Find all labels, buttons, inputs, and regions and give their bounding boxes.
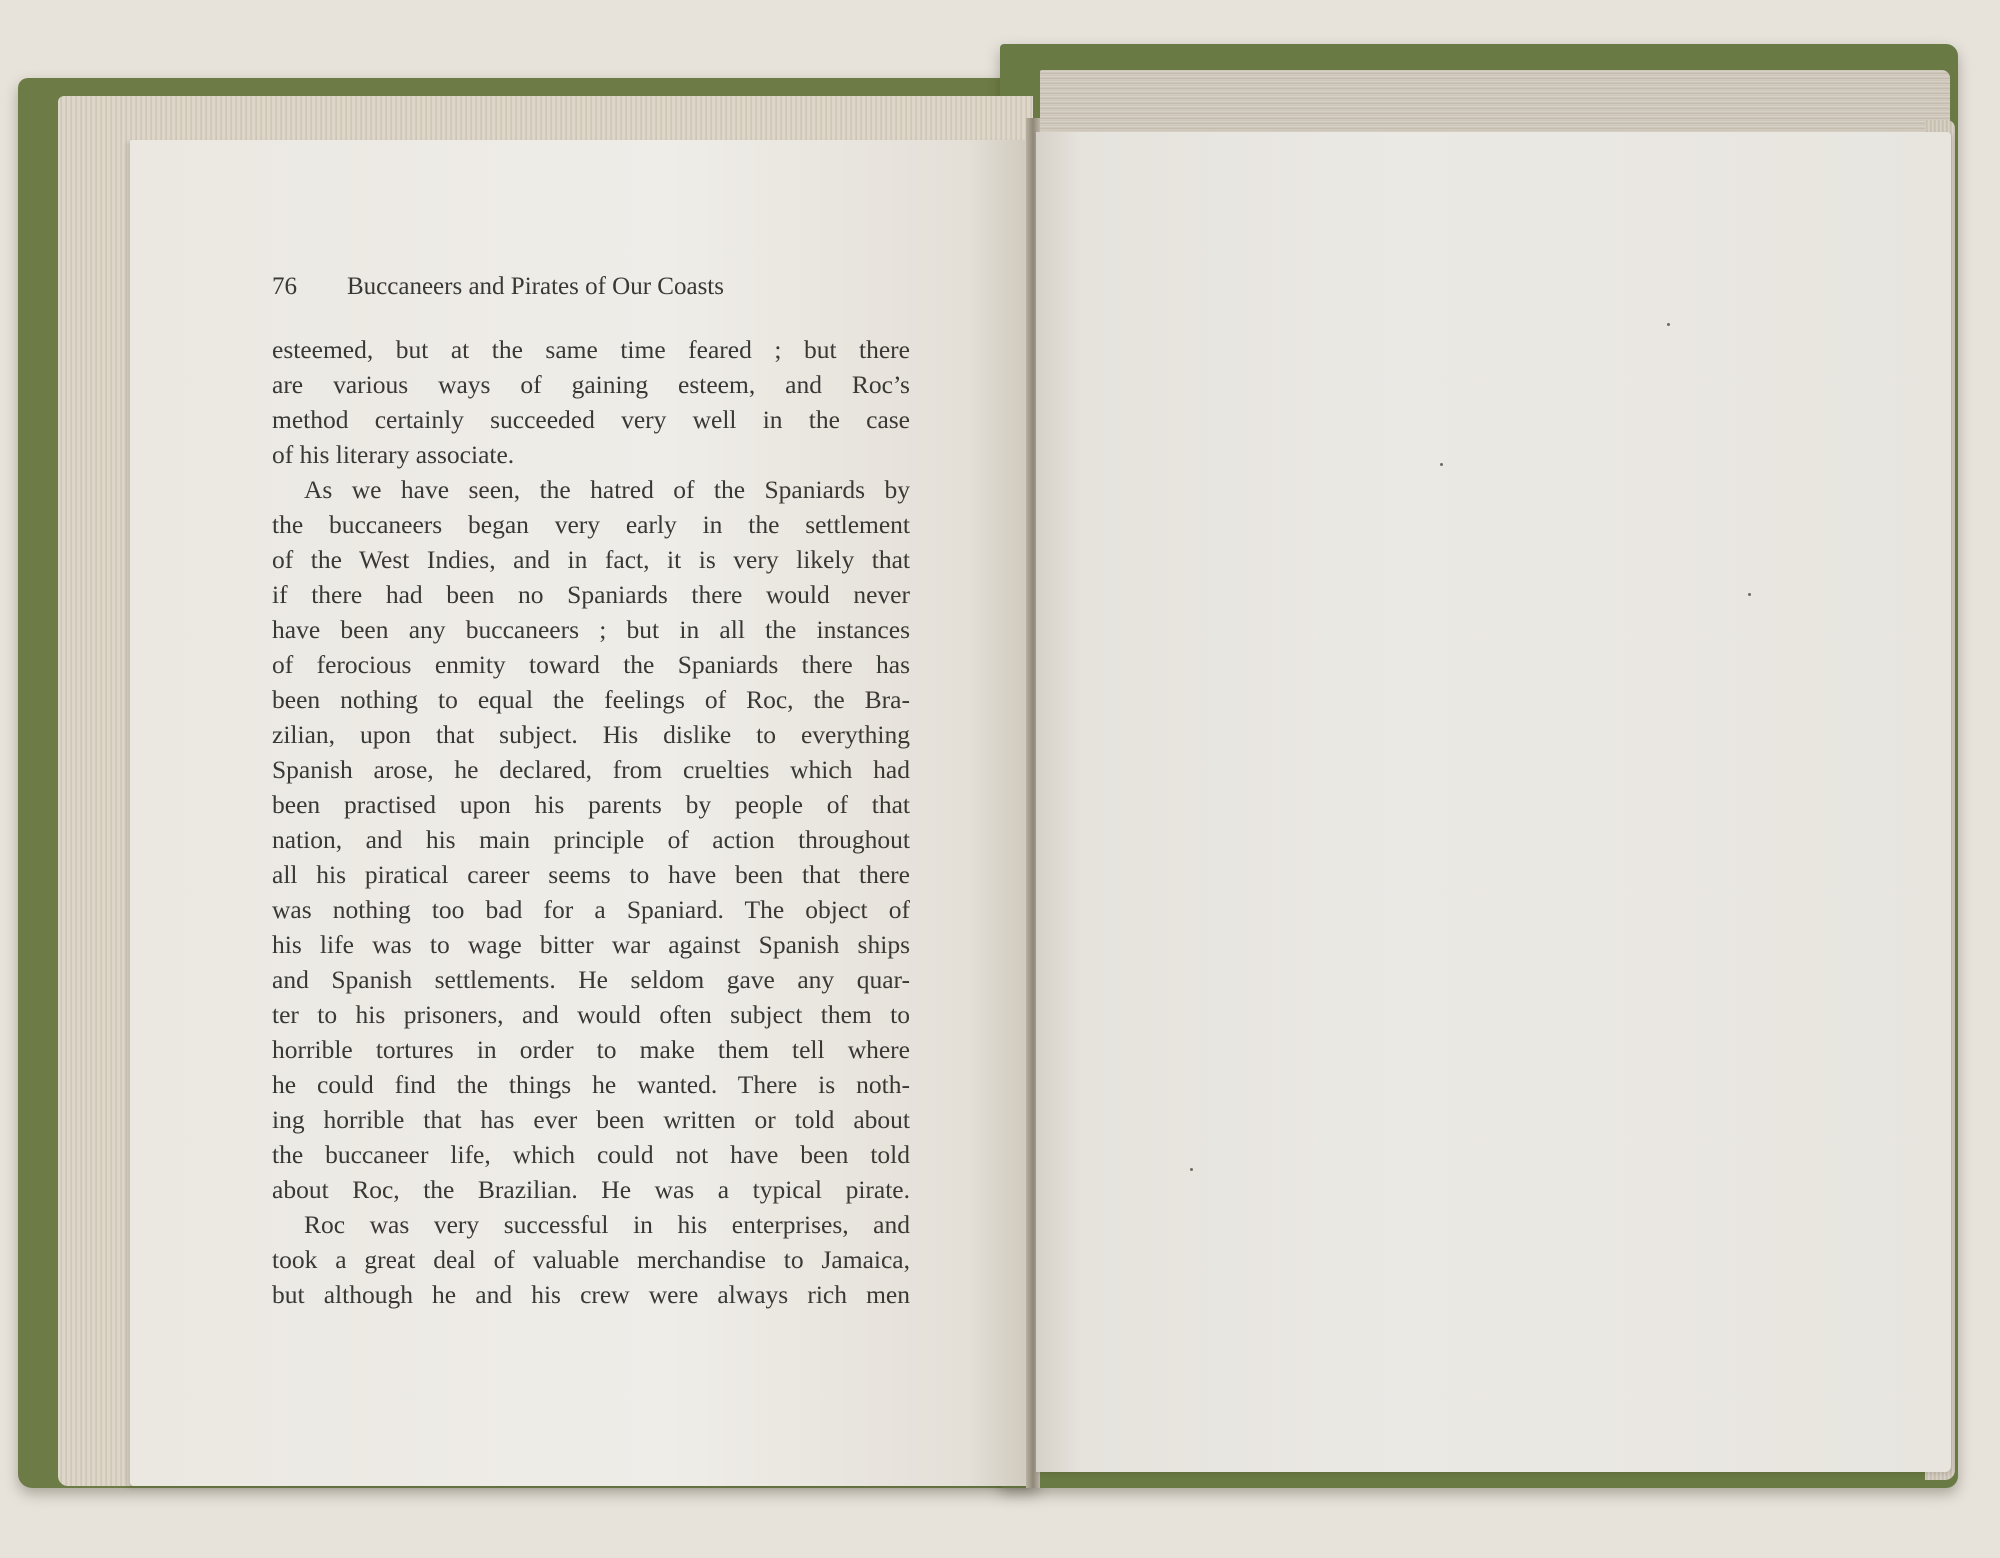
paper-speck [1748,593,1751,596]
text-line: about Roc, the Brazilian. He was a typical pirate. [272,1175,910,1204]
text-line: if there had been no Spaniards there would never [272,580,910,609]
text-line: nation, and his main principle of action throughout [272,825,910,854]
text-line: Roc was very successful in his enterprises, and [304,1210,910,1239]
text-line: of ferocious enmity toward the Spaniards there has [272,650,910,679]
right-page-blank [1036,132,1951,1472]
page-number: 76 [272,273,297,300]
text-line: ter to his prisoners, and would often subject them to [272,1000,910,1029]
text-line: As we have seen, the hatred of the Spaniards by [304,475,910,504]
text-line: of his literary associate. [272,440,515,469]
text-line: esteemed, but at the same time feared ; but there [272,335,910,364]
text-line: took a great deal of valuable merchandise to Jamaica, [272,1245,910,1274]
paper-speck [1440,463,1443,466]
text-line: are various ways of gaining esteem, and Roc’s [272,370,910,399]
page-body-text [272,332,910,1312]
running-head-title: Buccaneers and Pirates of Our Coasts [347,273,724,300]
paper-speck [1667,323,1670,326]
text-line: been practised upon his parents by people of that [272,790,910,819]
text-line: he could find the things he wanted. There is noth- [272,1070,910,1099]
text-line: have been any buccaneers ; but in all the instances [272,615,910,644]
text-line: Spanish arose, he declared, from cruelties which had [272,755,910,784]
text-line: horrible tortures in order to make them tell where [272,1035,910,1064]
text-line: ing horrible that has ever been written or told about [272,1105,910,1134]
text-line: method certainly succeeded very well in the case [272,405,910,434]
text-line: the buccaneer life, which could not have been told [272,1140,910,1169]
running-head [272,273,912,301]
text-line: and Spanish settlements. He seldom gave any quar- [272,965,910,994]
text-line: his life was to wage bitter war against Spanish ships [272,930,910,959]
paper-speck [1190,1168,1193,1171]
text-line: but although he and his crew were always rich men [272,1280,910,1309]
text-line: the buccaneers began very early in the settlement [272,510,910,539]
text-line: been nothing to equal the feelings of Roc, the Bra- [272,685,910,714]
text-line: zilian, upon that subject. His dislike to everything [272,720,910,749]
text-line: was nothing too bad for a Spaniard. The object of [272,895,910,924]
text-line: of the West Indies, and in fact, it is very likely that [272,545,910,574]
text-line: all his piratical career seems to have been that there [272,860,910,889]
